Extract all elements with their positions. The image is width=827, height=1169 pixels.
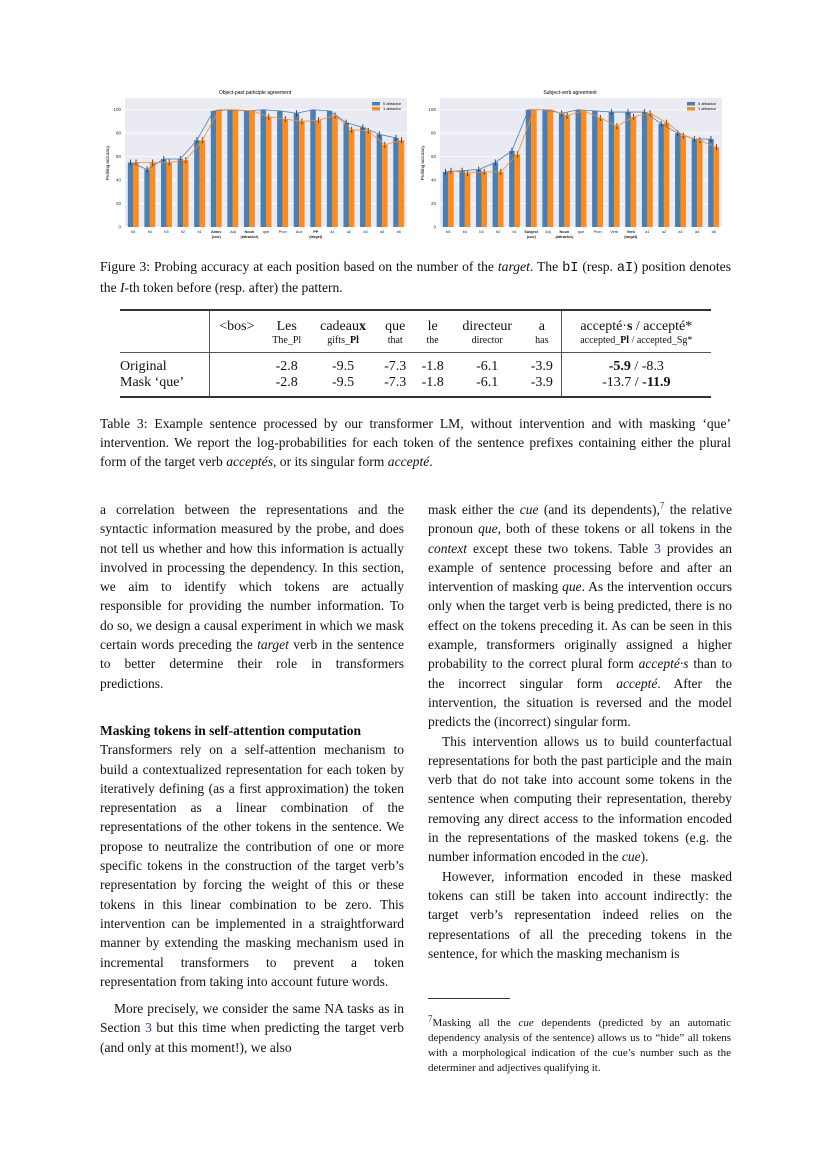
text-run: Masking all the bbox=[432, 1017, 519, 1029]
footnote-divider bbox=[428, 998, 510, 999]
y-tick-label: 40 bbox=[115, 177, 121, 183]
bar-1-attractor bbox=[382, 145, 387, 227]
text-run: However, information encoded in these masked tokens can still be taken into account indirectly: the target verb’s representation indeed relies on the representations of all the preceding tokens in the sentence, for which the masking mechanism is bbox=[428, 868, 732, 961]
text-run: , or its singular form bbox=[273, 454, 388, 469]
y-tick-label: 100 bbox=[113, 107, 121, 113]
text-run: than to the incorrect singular form bbox=[428, 656, 732, 691]
text-run: This intervention allows us to build counterfactual representations for both the past participle and the main verb that do not take into account some tokens in the sentence when computing their representation, thereby removing any direct access to the information encoded in the representations of the masked tokens (e.g. the number information encoded in the bbox=[428, 733, 732, 865]
text-run: (and its dependents), bbox=[538, 502, 660, 517]
bar-1-attractor bbox=[465, 173, 470, 227]
bar-1-attractor bbox=[581, 111, 586, 227]
x-tick-label: (target) bbox=[309, 235, 323, 239]
text-run: . The bbox=[529, 259, 563, 274]
x-tick-label: Aux bbox=[295, 230, 303, 234]
right-column bbox=[428, 500, 732, 963]
bar-0-attractor bbox=[377, 134, 382, 227]
bar-1-attractor bbox=[614, 126, 619, 227]
legend-swatch bbox=[687, 107, 695, 111]
bar-1-attractor bbox=[399, 140, 404, 227]
bar-1-attractor bbox=[631, 117, 636, 227]
bar-1-attractor bbox=[498, 172, 503, 227]
y-tick-label: 0 bbox=[433, 224, 436, 230]
paragraph bbox=[100, 740, 404, 991]
bar-0-attractor bbox=[244, 111, 249, 227]
text-run: -th token before (resp. after) the pattern. bbox=[124, 280, 343, 295]
text-run: mask either the bbox=[428, 502, 520, 517]
text-run: dependents (predicted by an automatic dependency analysis of the sentence) allows us to “hide” all tokens with a morphological indication of the cue’s number such as the determiner and adjectives qualifying it. bbox=[428, 1017, 731, 1074]
bar-1-attractor bbox=[166, 163, 171, 228]
bar-0-attractor bbox=[310, 110, 315, 227]
footnote-marker[interactable]: 7 bbox=[428, 1013, 433, 1024]
text-run: accepté bbox=[616, 675, 658, 691]
bar-1-attractor bbox=[233, 110, 238, 227]
header-cell: cadeaux bbox=[320, 319, 366, 334]
x-tick-label: PP bbox=[313, 230, 319, 234]
legend-label: 0 attractor bbox=[383, 101, 402, 106]
legend-swatch bbox=[372, 107, 380, 111]
example-table bbox=[120, 309, 711, 398]
y-tick-label: 60 bbox=[115, 154, 121, 160]
x-tick-label: b5 bbox=[131, 230, 136, 234]
text-run: (resp. bbox=[578, 259, 617, 274]
bar-0-attractor bbox=[393, 138, 398, 227]
text-run: but this time when predicting the target verb (and only at this moment!), we also bbox=[100, 1020, 404, 1055]
paragraph bbox=[100, 999, 404, 1057]
x-tick-label: a3 bbox=[678, 230, 683, 234]
bar-1-attractor bbox=[366, 131, 371, 227]
x-tick-label: a4 bbox=[380, 230, 385, 234]
header-cell: <bos> bbox=[219, 319, 255, 334]
text-run: a correlation between the representations and the syntactic information measured by the probe, and does not tell us whether and how this information is actually involved in processing the dependency. In this section, we aim to identify which tokens are actually responsible for providing the number information. To do so, we design a causal experiment in which we mask certain words preceding the bbox=[100, 502, 404, 653]
x-tick-label: b5 bbox=[446, 230, 451, 234]
legend-swatch bbox=[372, 102, 380, 106]
y-tick-label: 20 bbox=[115, 201, 121, 207]
y-tick-label: 60 bbox=[430, 154, 436, 160]
bar-0-attractor bbox=[459, 171, 464, 227]
x-tick-label: Pron bbox=[278, 230, 287, 234]
y-tick-label: 100 bbox=[428, 107, 436, 113]
header-cell: directeur bbox=[462, 319, 513, 334]
text-run: I bbox=[120, 280, 125, 295]
bar-1-attractor bbox=[564, 116, 569, 227]
bar-1-attractor bbox=[664, 123, 669, 227]
x-tick-label: a2 bbox=[346, 230, 352, 234]
bar-0-attractor bbox=[609, 112, 614, 227]
bar-0-attractor bbox=[692, 139, 697, 227]
chart-subject-verb bbox=[415, 85, 725, 245]
gloss-cell: The_Pl bbox=[272, 335, 302, 346]
bar-1-attractor bbox=[515, 154, 520, 227]
chart-object-past-participle bbox=[100, 85, 410, 245]
bar-0-attractor bbox=[675, 133, 680, 227]
y-tick-label: 80 bbox=[115, 130, 121, 136]
x-tick-label: a5 bbox=[396, 230, 401, 234]
text-run: context bbox=[428, 540, 467, 556]
gloss-cell: has bbox=[523, 335, 561, 353]
bar-1-attractor bbox=[316, 120, 321, 227]
x-tick-label: b2 bbox=[180, 230, 186, 234]
legend-label: 1 attractor bbox=[698, 106, 717, 111]
x-tick-label: b1 bbox=[512, 230, 517, 234]
gloss-cell: accepted_Pl / accepted_Sg* bbox=[580, 335, 693, 346]
x-tick-label: Adj bbox=[545, 230, 551, 234]
bar-0-attractor bbox=[443, 172, 448, 227]
paragraph bbox=[428, 867, 732, 963]
text-run: . As the intervention occurs only when the target verb is being predicted, there is no effect on the tokens preceding it. As can be seen in this example, transformers originally assigned a higher probability to the correct plural form bbox=[428, 579, 732, 672]
bar-0-attractor bbox=[526, 110, 531, 227]
header-cell: accepté·s / accepté* bbox=[580, 319, 693, 334]
gloss-cell: the bbox=[426, 335, 439, 346]
bar-0-attractor bbox=[227, 110, 232, 227]
text-run: . bbox=[429, 454, 433, 469]
text-run: accepté·s bbox=[638, 656, 689, 672]
text-run: Figure 3: Probing accuracy at each position based on the number of the bbox=[100, 259, 498, 274]
bar-1-attractor bbox=[150, 163, 155, 228]
table-caption bbox=[100, 414, 731, 471]
x-tick-label: a4 bbox=[695, 230, 700, 234]
bar-0-attractor bbox=[625, 112, 630, 227]
text-run: More precisely, we consider the same NA tasks as in Section bbox=[100, 1001, 404, 1036]
bar-1-attractor bbox=[647, 113, 652, 227]
footnote-marker[interactable]: 7 bbox=[659, 500, 665, 511]
bar-1-attractor bbox=[283, 119, 288, 227]
bar-1-attractor bbox=[481, 172, 486, 227]
bar-0-attractor bbox=[161, 159, 166, 227]
bar-1-attractor bbox=[697, 140, 702, 227]
legend-label: 0 attractor bbox=[698, 101, 717, 106]
bar-1-attractor bbox=[349, 130, 354, 227]
paragraph bbox=[428, 500, 732, 732]
x-tick-label: que bbox=[262, 230, 270, 234]
cross-reference-link[interactable]: 3 bbox=[145, 1020, 152, 1036]
text-run: . After the intervention, the situation is reversed and the model predicts the (incorrect) singular form. bbox=[428, 675, 733, 730]
bar-0-attractor bbox=[327, 111, 332, 227]
section-heading: Masking tokens in self-attention computation bbox=[100, 722, 362, 738]
x-tick-label: a5 bbox=[711, 230, 716, 234]
bar-0-attractor bbox=[658, 124, 663, 227]
x-tick-label: Verb bbox=[610, 230, 619, 234]
bar-0-attractor bbox=[559, 113, 564, 227]
x-tick-label: b3 bbox=[479, 230, 484, 234]
bar-0-attractor bbox=[360, 127, 365, 227]
bar-1-attractor bbox=[266, 117, 271, 227]
gloss-cell: director bbox=[471, 335, 503, 346]
bar-0-attractor bbox=[294, 113, 299, 227]
text-run: target bbox=[257, 637, 289, 653]
text-run: , both of these tokens or all tokens in the bbox=[497, 521, 732, 537]
x-tick-label: que bbox=[577, 230, 585, 234]
text-run: acceptés bbox=[226, 454, 273, 469]
x-tick-label: b4 bbox=[462, 230, 467, 234]
text-run: que bbox=[562, 579, 582, 595]
x-tick-label: b3 bbox=[164, 230, 169, 234]
bar-1-attractor bbox=[448, 171, 453, 227]
bar-1-attractor bbox=[332, 116, 337, 227]
x-tick-label: Pron bbox=[593, 230, 602, 234]
x-tick-label: Verb bbox=[626, 230, 635, 234]
table-row: Original -2.8 -9.5 -7.3 -1.8 -6.1 -3.9 -5.9 / -8.3 bbox=[120, 353, 711, 376]
y-axis-label: Probing accuracy bbox=[105, 145, 110, 181]
y-tick-label: 80 bbox=[430, 130, 436, 136]
text-run: ) position denotes the bbox=[100, 259, 731, 295]
table-header-row bbox=[120, 310, 711, 335]
bar-0-attractor bbox=[592, 111, 597, 227]
bar-0-attractor bbox=[277, 111, 282, 227]
x-tick-label: (cue) bbox=[526, 235, 536, 239]
x-tick-label: (attractor) bbox=[240, 235, 259, 239]
chart-title: Subject-verb agreement bbox=[543, 90, 597, 96]
cross-reference-link[interactable]: 3 bbox=[654, 540, 661, 556]
bar-1-attractor bbox=[216, 110, 221, 227]
x-tick-label: a3 bbox=[363, 230, 368, 234]
table-row: Mask ‘que’ -2.8 -9.5 -7.3 -1.8 -6.1 -3.9 -13.7 / -11.9 bbox=[120, 375, 711, 397]
x-tick-label: (attractor) bbox=[555, 235, 574, 239]
bar-1-attractor bbox=[714, 147, 719, 227]
y-axis-label: Probing accuracy bbox=[420, 145, 425, 181]
bar-1-attractor bbox=[299, 121, 304, 227]
bar-0-attractor bbox=[708, 139, 713, 227]
text-run: cue bbox=[518, 1017, 534, 1029]
bar-1-attractor bbox=[681, 136, 686, 227]
header-cell: a bbox=[523, 310, 561, 335]
y-tick-label: 20 bbox=[430, 201, 436, 207]
bar-0-attractor bbox=[476, 170, 481, 227]
header-cell: le bbox=[427, 319, 438, 334]
x-tick-label: a1 bbox=[645, 230, 650, 234]
bar-0-attractor bbox=[144, 170, 149, 227]
bar-0-attractor bbox=[178, 159, 183, 227]
text-run: provides an example of sentence processing before and after an intervention of masking bbox=[428, 540, 733, 595]
text-run: Table 3: Example sentence processed by our transformer LM, without intervention and with masking ‘que’ intervention. We report the log-probabilities for each token of the sentence prefixes containing either the plural form of the target verb bbox=[100, 416, 731, 469]
text-run: the relative pronoun bbox=[428, 502, 733, 537]
text-run: aI bbox=[616, 261, 634, 276]
gloss-cell: gifts_Pl bbox=[327, 335, 359, 346]
left-column bbox=[100, 500, 404, 1057]
header-cell: Les bbox=[276, 319, 297, 334]
bar-0-attractor bbox=[194, 140, 199, 227]
text-run: verb in the sentence to better determine their role in transformers predictions. bbox=[100, 637, 405, 691]
chart-title: Object-past participle agreement bbox=[218, 90, 292, 96]
gloss-cell: that bbox=[387, 335, 403, 346]
footnote bbox=[428, 1013, 731, 1076]
text-run: Transformers rely on a self-attention mechanism to build a contextualized representation for each token by iteratively defining (as a first approximation) the token representation as a linear combination of the representations of the other tokens in the sentence. We propose to neutralize the contribution of one or more specific tokens in the construction of the target verb’s representation by forcing the weight of this or these tokens in this linear combination to be zero. This intervention can be implemented in a straightforward manner by extending the masking mechanism used in incremental transformers to prevent a token representation from taking into account future words. bbox=[100, 742, 404, 989]
legend-swatch bbox=[687, 102, 695, 106]
text-run: que bbox=[478, 521, 498, 537]
bar-0-attractor bbox=[128, 163, 133, 228]
text-run: cue bbox=[519, 502, 539, 517]
text-run: bI bbox=[562, 261, 579, 276]
bar-0-attractor bbox=[211, 111, 216, 227]
x-tick-label: Antec bbox=[210, 230, 222, 234]
header-cell: que bbox=[385, 319, 406, 334]
figure-caption bbox=[100, 257, 731, 297]
paragraph bbox=[100, 500, 404, 693]
bar-0-attractor bbox=[343, 123, 348, 227]
x-tick-label: Noun bbox=[559, 230, 570, 234]
bar-1-attractor bbox=[133, 163, 138, 228]
text-run: accepté bbox=[387, 454, 430, 469]
bar-1-attractor bbox=[249, 111, 254, 227]
bar-1-attractor bbox=[183, 160, 188, 227]
x-tick-label: b2 bbox=[495, 230, 501, 234]
text-run: cue bbox=[621, 849, 641, 865]
bar-0-attractor bbox=[261, 110, 266, 227]
bar-0-attractor bbox=[542, 110, 547, 227]
bar-0-attractor bbox=[576, 110, 581, 227]
x-tick-label: Adj bbox=[230, 230, 236, 234]
x-tick-label: Noun bbox=[244, 230, 255, 234]
bar-1-attractor bbox=[200, 140, 205, 227]
text-run: target bbox=[497, 259, 530, 274]
legend-label: 1 attractor bbox=[383, 106, 402, 111]
y-tick-label: 40 bbox=[430, 177, 436, 183]
x-tick-label: (cue) bbox=[211, 235, 221, 239]
x-tick-label: (target) bbox=[624, 235, 638, 239]
paragraph bbox=[428, 732, 732, 867]
x-tick-label: b4 bbox=[147, 230, 152, 234]
x-tick-label: a2 bbox=[661, 230, 667, 234]
x-tick-label: Subject bbox=[524, 230, 539, 234]
bar-1-attractor bbox=[548, 110, 553, 227]
table-gloss-row bbox=[120, 335, 711, 353]
x-tick-label: a1 bbox=[330, 230, 335, 234]
bar-1-attractor bbox=[531, 110, 536, 227]
bar-1-attractor bbox=[598, 118, 603, 227]
text-run: except these two tokens. Table bbox=[466, 540, 655, 556]
bar-0-attractor bbox=[642, 112, 647, 227]
y-tick-label: 0 bbox=[118, 224, 121, 230]
text-run: ). bbox=[640, 849, 649, 865]
x-tick-label: b1 bbox=[197, 230, 202, 234]
